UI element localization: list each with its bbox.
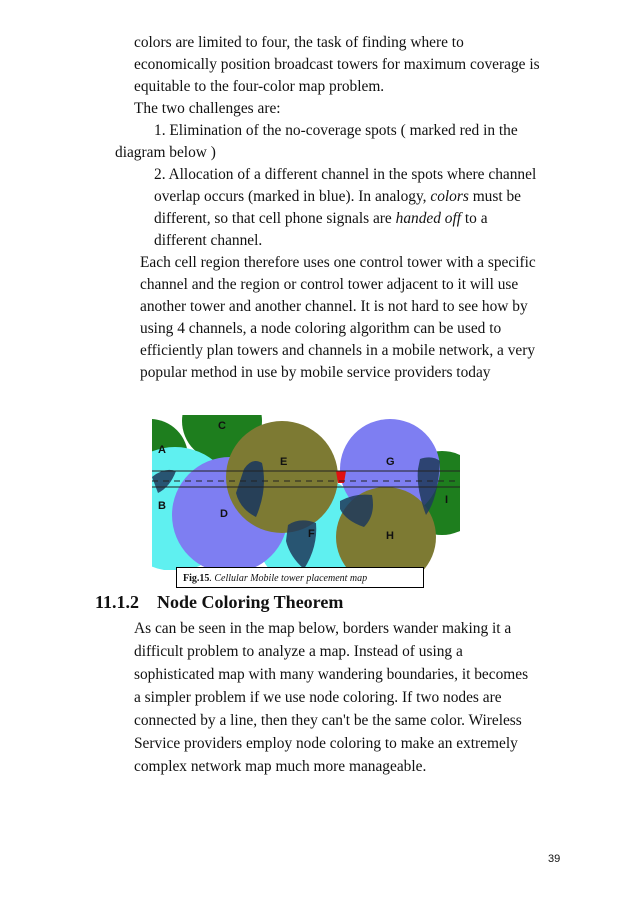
- para3-line-7: complex network map much more manageable.: [134, 758, 427, 775]
- para1-line-1: colors are limited to four, the task of finding where to: [134, 34, 464, 51]
- label-h: H: [386, 530, 394, 542]
- figure-caption: Fig.15. Cellular Mobile tower placement map: [176, 567, 424, 588]
- para3-line-4: a simpler problem if we use node coloring. If two nodes are: [134, 689, 502, 706]
- challenge2-line-1: 2. Allocation of a different channel in the spots where channel: [154, 166, 537, 183]
- para2-line-3: another tower and another channel. It is not hard to see how by: [140, 298, 528, 315]
- section-heading: [95, 592, 343, 613]
- label-g: G: [386, 456, 395, 468]
- para3-line-3: sophisticated map with many wandering boundaries, it becomes: [134, 666, 529, 683]
- para2-line-6: popular method in use by mobile service providers today: [140, 364, 491, 381]
- section-title: Node Coloring Theorem: [157, 592, 344, 612]
- para3-line-1: As can be seen in the map below, borders wander making it a: [134, 620, 512, 637]
- section-number: 11.1.2: [95, 592, 140, 612]
- emphasis-colors: colors: [430, 188, 469, 205]
- emphasis-handed-off: handed off: [395, 210, 462, 227]
- para3-line-2: difficult problem to analyze a map. Instead of using a: [134, 643, 463, 660]
- para1-line-3: equitable to the four-color map problem.: [134, 78, 385, 95]
- cell-tower-map-figure: [140, 397, 464, 592]
- para3-line-6: Service providers employ node coloring to make an extremely: [134, 735, 518, 752]
- page-number: 39: [548, 853, 561, 865]
- para1-line-2: economically position broadcast towers for maximum coverage is: [134, 56, 540, 73]
- label-d: D: [220, 508, 228, 520]
- para1-line-4: The two challenges are:: [134, 100, 281, 117]
- para3-line-5: connected by a line, then they can't be the same color. Wireless: [134, 712, 522, 729]
- cell-tower-map: [140, 397, 464, 592]
- challenge2-line-4: different channel.: [154, 232, 263, 249]
- label-i: I: [445, 494, 449, 506]
- challenge2-line-2: overlap occurs (marked in blue). In analogy, colors must be: [154, 188, 521, 205]
- para2-line-4: using 4 channels, a node coloring algorithm can be used to: [140, 320, 502, 337]
- para2-line-5: efficiently plan towers and channels in a mobile network, a very: [140, 342, 536, 359]
- challenge1-line-1: 1. Elimination of the no-coverage spots ( marked red in the: [154, 122, 518, 139]
- challenge1-line-2: diagram below ): [115, 144, 216, 161]
- label-f: F: [308, 528, 315, 540]
- label-a: A: [158, 444, 166, 456]
- label-b: B: [158, 500, 166, 512]
- label-e: E: [280, 456, 288, 468]
- para2-line-1: Each cell region therefore uses one control tower with a specific: [140, 254, 536, 271]
- challenge2-line-3: different, so that cell phone signals are handed off to a: [154, 210, 488, 227]
- para2-line-2: channel and the region or control tower adjacent to it will use: [140, 276, 519, 293]
- label-c: C: [218, 420, 226, 432]
